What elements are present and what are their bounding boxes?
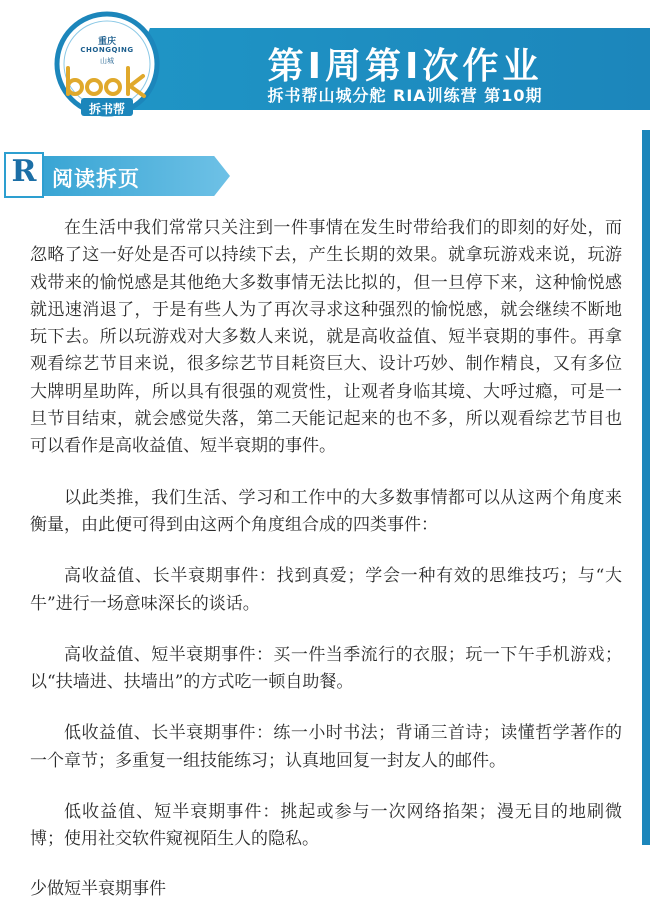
section-letter: R [11, 154, 37, 189]
page-subtitle: 拆书帮山城分舵 RIA训练营 第10期 [267, 86, 543, 105]
right-frame [642, 130, 650, 845]
paragraph: 低收益值、短半衰期事件：挑起或参与一次网络掐架；漫无目的地刷微博；使用社交软件窥视陌生人的隐私。 [30, 802, 622, 850]
paragraph: 高收益值、短半衰期事件：买一件当季流行的衣服；玩一下午手机游戏；以“扶墙进、扶墙出”的方式吃一顿自助餐。 [30, 644, 622, 693]
section-banner [0, 150, 650, 200]
page-title: 第Ⅰ周第Ⅰ次作业 [267, 46, 543, 87]
closing-line: 少做短半衰期事件 [30, 878, 166, 899]
paragraph: 高收益值、长半衰期事件：找到真爱；学会一种有效的思维技巧；与“大牛”进行一场意味深长的谈话。 [30, 566, 622, 614]
logo-name: 拆书帮 [88, 102, 125, 116]
header [0, 0, 650, 130]
logo-city-en: CHONGQING [80, 46, 134, 54]
paragraph: 低收益值、长半衰期事件：练一小时书法；背诵三首诗；读懂哲学著作的一个章节；多重复一组技能练习；认真地回复一封友人的邮件。 [30, 723, 622, 771]
section-title: 阅读拆页 [52, 167, 140, 191]
logo-city: 重庆 [97, 37, 116, 47]
logo [48, 8, 166, 120]
logo-city-short: 山城 [100, 57, 114, 65]
paragraph: 在生活中我们常常只关注到一件事情在发生时带给我们的即刻的好处，而忽略了这一好处是否可以持续下去，产生长期的效果。就拿玩游戏来说，玩游戏带来的愉悦感是其他绝大多数事情无法比拟的，但一旦停下来，这种愉悦感就迅速消退了，于是有些人为了再次寻求这种强烈的愉悦感，就会继续不断地玩下去。所以玩游戏对大多数人来说，就是高收益值、短半衰期的事件。再拿观看综艺节目来说，很多综艺节目耗资巨大、设计巧妙、制作精良，又有多位大牌明星助阵，所以具有很强的观赏性，让观者身临其境、大呼过瘾，可是一旦节目结束，就会感觉失落，第二天能记起来的也不多，所以观看综艺节目也可以看作是高收益值、短半衰期的事件。 [30, 218, 622, 457]
paragraph: 以此类推，我们生活、学习和工作中的大多数事情都可以从这两个角度来衡量，由此便可得到由这两个角度组合成的四类事件： [30, 487, 622, 535]
reading-content [30, 215, 622, 903]
